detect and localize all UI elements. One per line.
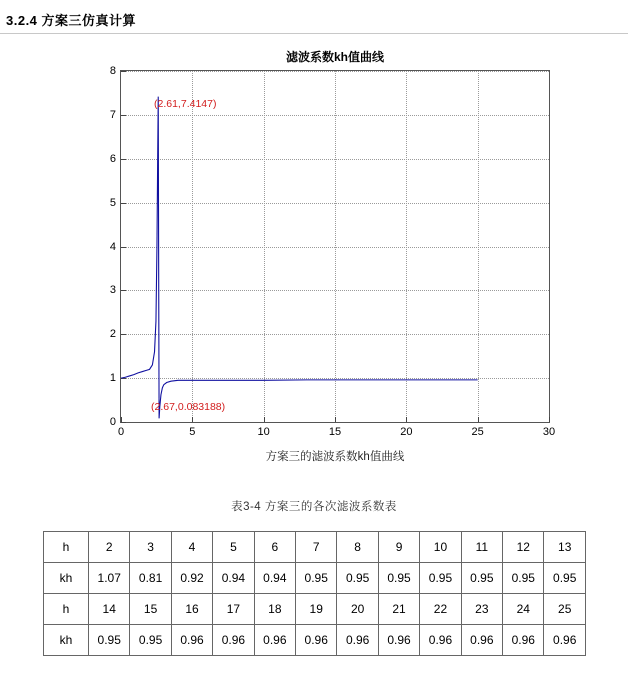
x-axis-tick: 5 — [189, 426, 196, 438]
row-header: kh — [44, 563, 89, 594]
table-cell: 8 — [337, 532, 378, 563]
table-cell: 0.96 — [254, 625, 295, 656]
table-cell: 0.95 — [544, 563, 586, 594]
table-cell: 3 — [130, 532, 171, 563]
annotation-peak: (2.61,7.4147) — [154, 98, 217, 110]
y-axis-tick: 7 — [109, 108, 116, 121]
y-axis-tick: 3 — [109, 284, 116, 297]
table-cell: 0.96 — [171, 625, 212, 656]
table-cell: 13 — [544, 532, 586, 563]
coefficient-table — [43, 531, 586, 656]
table-cell: 0.95 — [337, 563, 378, 594]
y-axis-tick: 6 — [109, 152, 116, 165]
header-divider — [0, 33, 628, 34]
table-cell: 0.95 — [130, 625, 171, 656]
table-cell: 6 — [254, 532, 295, 563]
chart-figure — [100, 48, 570, 463]
table-cell: 12 — [503, 532, 544, 563]
table-row — [44, 532, 586, 563]
table-cell: 18 — [254, 594, 295, 625]
table-cell: 0.96 — [337, 625, 378, 656]
figure-caption: 方案三的滤波系数kh值曲线 — [265, 451, 405, 463]
x-axis-tick: 10 — [257, 426, 270, 438]
table-cell: 0.96 — [378, 625, 419, 656]
table-cell: 2 — [89, 532, 130, 563]
table-cell: 4 — [171, 532, 212, 563]
table-cell: 7 — [296, 532, 337, 563]
table-cell: 0.95 — [378, 563, 419, 594]
table-cell: 0.94 — [254, 563, 295, 594]
table-cell: 9 — [378, 532, 419, 563]
x-axis-tick: 25 — [471, 426, 484, 438]
table-cell: 0.96 — [420, 625, 461, 656]
kh-curve — [121, 71, 549, 422]
table-cell: 0.95 — [503, 563, 544, 594]
x-axis-tick: 15 — [328, 426, 342, 438]
annotation-min: (2.67,0.083188) — [151, 401, 226, 413]
table-cell: 22 — [420, 594, 461, 625]
table-cell: 21 — [378, 594, 419, 625]
table-cell: 0.94 — [213, 563, 254, 594]
table-row — [44, 594, 586, 625]
y-axis-tick: 5 — [109, 196, 116, 209]
table-cell: 0.96 — [503, 625, 544, 656]
table-cell: 16 — [171, 594, 212, 625]
y-axis-tick: 8 — [109, 65, 116, 77]
row-header: h — [44, 594, 89, 625]
table-cell: 24 — [503, 594, 544, 625]
table-cell: 10 — [420, 532, 461, 563]
table-cell: 19 — [296, 594, 337, 625]
chart-title: 滤波系数kh值曲线 — [285, 50, 384, 64]
x-axis-tick: 30 — [542, 426, 556, 438]
chart-plot-area — [109, 65, 556, 438]
table-row — [44, 625, 586, 656]
section-heading: 3.2.4 方案三仿真计算 — [6, 13, 137, 28]
table-cell: 0.96 — [461, 625, 502, 656]
y-axis-tick: 2 — [109, 328, 116, 341]
y-axis-tick: 4 — [109, 240, 116, 253]
table-cell: 17 — [213, 594, 254, 625]
table-cell: 0.95 — [296, 563, 337, 594]
table-caption: 表3-4 方案三的各次滤波系数表 — [231, 501, 397, 513]
table-cell: 0.95 — [461, 563, 502, 594]
row-header: kh — [44, 625, 89, 656]
table-cell: 1.07 — [89, 563, 130, 594]
row-header: h — [44, 532, 89, 563]
table-cell: 5 — [213, 532, 254, 563]
table-cell: 15 — [130, 594, 171, 625]
table-cell: 0.95 — [420, 563, 461, 594]
table-cell: 14 — [89, 594, 130, 625]
table-cell: 0.96 — [213, 625, 254, 656]
table-cell: 0.81 — [130, 563, 171, 594]
table-cell: 25 — [544, 594, 586, 625]
table-row — [44, 563, 586, 594]
table-cell: 0.92 — [171, 563, 212, 594]
table-cell: 0.96 — [544, 625, 586, 656]
x-axis-tick: 0 — [117, 426, 125, 438]
table-cell: 20 — [337, 594, 378, 625]
y-axis-tick: 0 — [109, 416, 116, 428]
table-cell: 0.96 — [296, 625, 337, 656]
y-axis-tick: 1 — [109, 372, 116, 385]
table-cell: 11 — [461, 532, 502, 563]
table-cell: 23 — [461, 594, 502, 625]
x-axis-tick: 20 — [400, 426, 413, 438]
table-cell: 0.95 — [89, 625, 130, 656]
